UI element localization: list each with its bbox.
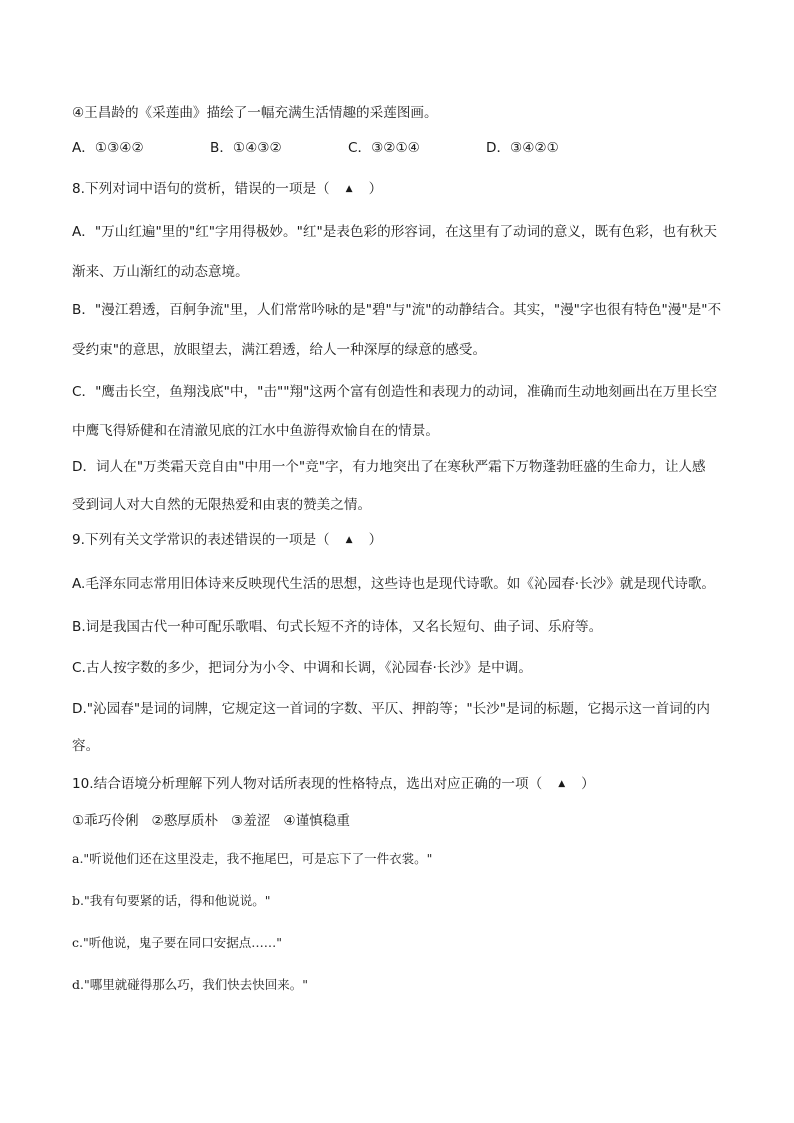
q8-stem: 8.下列对词中语句的赏析，错误的一项是（ ▲ ） <box>72 181 383 197</box>
answer-marker: ▲ <box>345 184 353 194</box>
q7-item-4: ④王昌龄的《采莲曲》描绘了一幅充满生活情趣的采莲图画。 <box>72 105 438 121</box>
q9-option-d-line1[interactable]: D."沁园春"是词的词牌，它规定这一首词的字数、平仄、押韵等；"长沙"是词的标题，它揭示这一首词的内 <box>72 701 710 717</box>
q7-option-c[interactable]: C．③②①④ <box>348 140 420 156</box>
q10-dialogue-c: c."听他说，鬼子要在同口安据点……" <box>72 935 282 950</box>
q8-option-a-line2: 渐来、万山渐红的动态意境。 <box>72 264 249 280</box>
q9-option-a[interactable]: A.毛泽东同志常用旧体诗来反映现代生活的思想，这些诗也是现代诗歌。如《沁园春·长沙》就是现代诗歌。 <box>72 576 716 592</box>
answer-marker: ▲ <box>345 535 353 545</box>
q7-option-a[interactable]: A．①③④② <box>72 140 144 156</box>
q10-dialogue-d: d."哪里就碰得那么巧，我们快去快回来。" <box>72 977 308 992</box>
q9-stem: 9.下列有关文学常识的表述错误的一项是（ ▲ ） <box>72 532 383 548</box>
q9-option-d-line2: 容。 <box>72 738 100 754</box>
q10-dialogue-a: a."听说他们还在这里没走，我不拖尾巴，可是忘下了一件衣裳。" <box>72 851 433 866</box>
answer-marker: ▲ <box>558 779 566 789</box>
q10-stem: 10.结合语境分析理解下列人物对话所表现的性格特点，选出对应正确的一项（ ▲ ） <box>72 776 595 792</box>
q8-option-d-line1[interactable]: D．词人在"万类霜天竞自由"中用一个"竞"字，有力地突出了在寒秋严霜下万物蓬勃旺盛的生命力，让人感 <box>72 459 706 475</box>
q7-option-d[interactable]: D．③④②① <box>486 140 559 156</box>
q8-option-b-line2: 受约束"的意思，放眼望去，满江碧透，给人一种深厚的绿意的感受。 <box>72 342 487 358</box>
q8-option-a-line1[interactable]: A．"万山红遍"里的"红"字用得极妙。"红"是表色彩的形容词，在这里有了动词的意义，既有色彩，也有秋天 <box>72 224 717 240</box>
q8-option-c-line1[interactable]: C．"鹰击长空，鱼翔浅底"中，"击""翔"这两个富有创造性和表现力的动词，准确而生动地刻画出在万里长空 <box>72 384 718 400</box>
q7-options <box>72 139 732 157</box>
q8-option-b-line1[interactable]: B．"漫江碧透，百舸争流"里，人们常常吟咏的是"碧"与"流"的动静结合。其实，"漫"字也很有特色"漫"是"不 <box>72 302 722 318</box>
q10-dialogue-b: b."我有句要紧的话，得和他说说。" <box>72 893 271 908</box>
q10-traits: ①乖巧伶俐 ②憨厚质朴 ③羞涩 ④谨慎稳重 <box>72 813 350 829</box>
q9-option-b[interactable]: B.词是我国古代一种可配乐歌唱、句式长短不齐的诗体，又名长短句、曲子词、乐府等。 <box>72 619 603 635</box>
q8-option-d-line2: 受到词人对大自然的无限热爱和由衷的赞美之情。 <box>72 497 372 513</box>
q7-option-b[interactable]: B．①④③② <box>210 140 282 156</box>
q8-option-c-line2: 中鹰飞得矫健和在清澈见底的江水中鱼游得欢愉自在的情景。 <box>72 423 440 439</box>
q9-option-c[interactable]: C.古人按字数的多少，把词分为小令、中调和长调，《沁园春·长沙》是中调。 <box>72 660 532 676</box>
